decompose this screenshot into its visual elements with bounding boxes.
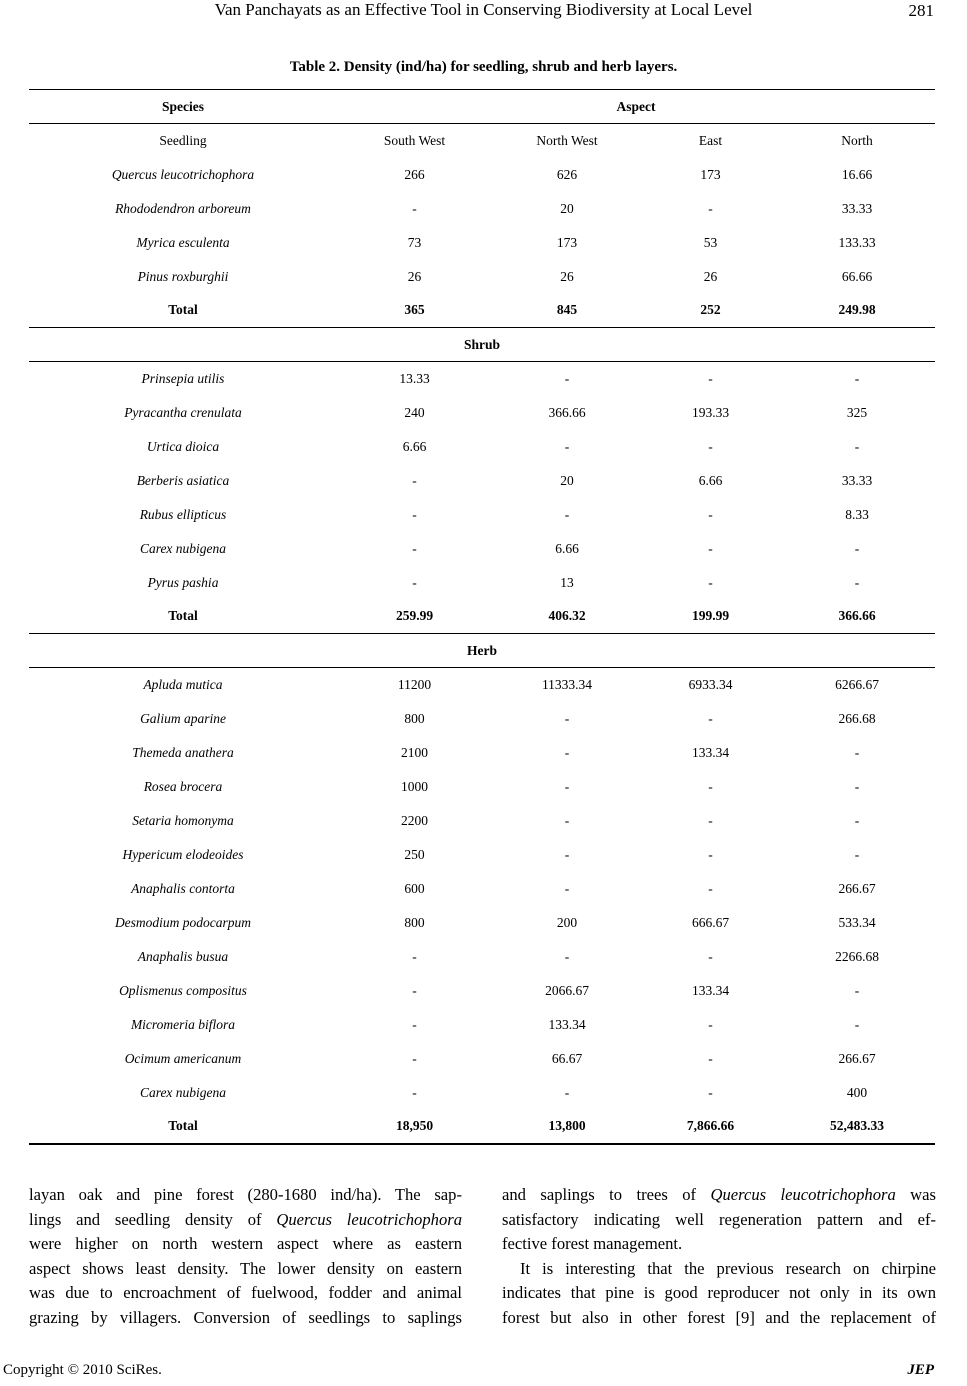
density-value: 626 — [556, 166, 578, 182]
density-value: 6266.67 — [835, 676, 879, 692]
density-value: 1000 — [401, 778, 428, 794]
table-row — [29, 396, 935, 430]
species-italic: Quercus leucotrichophora — [710, 1185, 896, 1204]
density-value: - — [564, 1084, 570, 1100]
species-name: Apluda mutica — [143, 676, 223, 692]
table-row — [29, 464, 935, 498]
table-row — [29, 804, 935, 838]
paragraph — [29, 1183, 462, 1331]
density-value: 33.33 — [841, 200, 873, 216]
density-value: 173 — [556, 234, 578, 250]
text-line — [29, 1208, 462, 1233]
total-row — [29, 1110, 935, 1144]
density-value: - — [564, 846, 570, 862]
density-value: 6.66 — [402, 438, 427, 454]
total-value: 52,483.33 — [779, 1110, 935, 1144]
total-label: Total — [29, 600, 337, 634]
density-value: 13.33 — [399, 370, 430, 386]
table-row — [29, 498, 935, 532]
text-line: It is interesting that the previous research on chirpine — [520, 1258, 936, 1278]
species-name: Setaria homonyma — [132, 812, 234, 828]
density-value: - — [564, 948, 570, 964]
density-value: 11333.34 — [541, 676, 593, 692]
density-value: 325 — [846, 404, 868, 420]
density-value: 2266.68 — [835, 948, 879, 964]
text-line: indicates that pine is good reproducer not only in its own — [502, 1283, 936, 1303]
density-value: - — [412, 472, 417, 488]
total-value: 252 — [642, 294, 779, 328]
density-value: - — [708, 880, 713, 896]
total-value: 845 — [492, 294, 642, 328]
density-value: 26 — [560, 268, 574, 284]
section-row — [29, 634, 935, 668]
total-label: Total — [29, 1110, 337, 1144]
density-value: 20 — [560, 200, 574, 216]
density-value: - — [854, 744, 860, 760]
body-column-left — [29, 1183, 462, 1331]
density-value: 200 — [556, 914, 578, 930]
paragraph — [502, 1257, 936, 1331]
table-header-row — [29, 90, 935, 124]
species-name: Quercus leucotrichophora — [111, 166, 255, 182]
text-line: fective forest management. — [502, 1234, 683, 1254]
species-name: Hypericum elodeoides — [122, 846, 244, 862]
text-line: satisfactory indicating well regeneration pattern and ef- — [502, 1209, 936, 1229]
total-value: 7,866.66 — [642, 1110, 779, 1144]
text-line: was due to encroachment of fuelwood, fodder and animal — [29, 1283, 462, 1303]
table-row — [29, 940, 935, 974]
species-name: Pyracantha crenulata — [124, 404, 242, 420]
text-line: were higher on north western aspect where as eastern — [29, 1234, 462, 1254]
species-name: Rubus ellipticus — [139, 506, 227, 522]
page-number: 281 — [908, 1, 934, 20]
table-row — [29, 1008, 935, 1042]
density-value: - — [854, 1016, 860, 1032]
density-value: - — [854, 812, 860, 828]
species-name: Carex nubigena — [139, 1084, 227, 1100]
density-value: - — [708, 506, 713, 522]
text-run: lings and seedling density of — [29, 1209, 277, 1229]
species-name: Carex nubigena — [139, 540, 227, 556]
table-row — [29, 430, 935, 464]
total-value: 249.98 — [779, 294, 935, 328]
table-row — [29, 260, 935, 294]
species-name: Myrica esculenta — [136, 234, 230, 250]
total-row — [29, 600, 935, 634]
density-value: - — [708, 370, 713, 386]
density-value: - — [564, 710, 570, 726]
species-name: Berberis asiatica — [136, 472, 230, 488]
density-value: - — [412, 574, 417, 590]
density-value: 133.34 — [691, 744, 730, 760]
density-value: - — [708, 1050, 713, 1066]
density-value: - — [564, 778, 570, 794]
density-value: 266.67 — [838, 880, 876, 896]
total-value: 365 — [337, 294, 492, 328]
density-value: - — [854, 846, 860, 862]
table-row — [29, 702, 935, 736]
density-value: 6933.34 — [688, 676, 733, 692]
density-value: - — [412, 200, 417, 216]
total-label: Total — [29, 294, 337, 328]
species-name: Rhododendron arboreum — [115, 200, 251, 216]
density-value: - — [708, 438, 713, 454]
density-value: 20 — [560, 472, 574, 488]
density-value: 173 — [700, 166, 721, 182]
total-value: 13,800 — [492, 1110, 642, 1144]
density-value: - — [708, 846, 713, 862]
density-value: - — [854, 778, 860, 794]
density-value: 666.67 — [691, 914, 730, 930]
density-value: - — [412, 1016, 417, 1032]
density-value: - — [412, 1050, 417, 1066]
density-value: 800 — [404, 914, 425, 930]
species-name: Prinsepia utilis — [141, 370, 225, 386]
section-label: Herb — [29, 634, 935, 668]
density-value: - — [412, 1084, 417, 1100]
table-row — [29, 872, 935, 906]
density-value: 133.34 — [691, 982, 730, 998]
aspect-header: South West — [383, 132, 446, 148]
density-value: - — [854, 370, 860, 386]
density-value: - — [708, 1016, 713, 1032]
aspect-header: North — [841, 132, 873, 148]
density-value: - — [564, 506, 570, 522]
density-value: - — [412, 948, 417, 964]
density-value: - — [564, 438, 570, 454]
table-row — [29, 1076, 935, 1110]
aspect-header: North West — [536, 132, 598, 148]
species-name: Anaphalis contorta — [131, 880, 235, 896]
density-value: 800 — [404, 710, 425, 726]
density-value: 66.66 — [841, 268, 873, 284]
text-line: grazing by villagers. Conversion of seedlings to saplings — [29, 1307, 462, 1327]
density-value: 26 — [407, 268, 422, 284]
text-line: layan oak and pine forest (280-1680 ind/ha). The sap- — [29, 1185, 462, 1204]
species-name: Micromeria biflora — [130, 1016, 236, 1032]
density-value: - — [412, 982, 417, 998]
paragraph — [502, 1183, 936, 1257]
density-value: 6.66 — [698, 472, 723, 488]
species-name: Ocimum americanum — [124, 1050, 242, 1066]
density-value: 250 — [404, 846, 425, 862]
species-name: Urtica dioica — [146, 438, 220, 454]
section-label: Shrub — [29, 328, 935, 362]
density-value: 2200 — [401, 812, 428, 828]
density-value: 266.67 — [838, 1050, 876, 1066]
density-value: - — [708, 948, 713, 964]
density-value: - — [564, 744, 570, 760]
species-name: Pyrus pashia — [147, 574, 219, 590]
table-row — [29, 770, 935, 804]
density-table — [29, 89, 935, 1145]
table-row — [29, 906, 935, 940]
density-value: - — [708, 540, 713, 556]
density-value: - — [412, 540, 417, 556]
density-value: 266.68 — [838, 710, 876, 726]
column-header-species: Species — [29, 90, 337, 124]
density-value: - — [854, 574, 860, 590]
density-value: - — [564, 880, 570, 896]
table-body — [29, 124, 935, 1144]
density-value: 400 — [846, 1084, 868, 1100]
density-value: 16.66 — [841, 166, 873, 182]
density-value: 6.66 — [555, 540, 579, 556]
table-row — [29, 192, 935, 226]
density-value: - — [412, 506, 417, 522]
density-value: - — [708, 710, 713, 726]
density-value: 600 — [404, 880, 425, 896]
density-value: - — [708, 200, 713, 216]
density-value: 133.34 — [548, 1016, 586, 1032]
species-name: Pinus roxburghii — [137, 268, 229, 284]
species-name: Desmodium podocarpum — [114, 914, 252, 930]
density-value: - — [854, 540, 860, 556]
column-header-aspect: Aspect — [337, 90, 935, 124]
species-name: Oplismenus compositus — [119, 982, 247, 998]
table-row — [29, 838, 935, 872]
table-row — [29, 1042, 935, 1076]
table-row — [29, 158, 935, 192]
density-value: 366.66 — [548, 404, 586, 420]
total-value: 259.99 — [337, 600, 492, 634]
density-value: 53 — [703, 234, 718, 250]
density-value: 73 — [407, 234, 422, 250]
density-value: - — [854, 438, 860, 454]
density-value: 13 — [560, 574, 574, 590]
running-header — [0, 0, 967, 24]
table-row — [29, 226, 935, 260]
species-italic: Quercus leucotrichophora — [276, 1209, 462, 1229]
aspect-header-row — [29, 124, 935, 158]
table-row — [29, 736, 935, 770]
density-value: - — [708, 574, 713, 590]
journal-abbrev: JEP — [907, 1362, 934, 1378]
section-label-seedling: Seedling — [159, 132, 207, 148]
species-name: Themeda anathera — [132, 744, 234, 760]
total-value: 366.66 — [779, 600, 935, 634]
total-row — [29, 294, 935, 328]
text-line: aspect shows least density. The lower density on eastern — [29, 1258, 462, 1278]
table-row — [29, 532, 935, 566]
density-value: 533.34 — [838, 914, 876, 930]
table-row — [29, 362, 935, 396]
text-line — [502, 1183, 936, 1208]
table-row — [29, 974, 935, 1008]
density-value: - — [708, 812, 713, 828]
density-value: - — [564, 812, 570, 828]
density-value: - — [708, 1084, 713, 1100]
total-value: 18,950 — [337, 1110, 492, 1144]
density-value: 11200 — [397, 676, 432, 692]
total-value: 199.99 — [642, 600, 779, 634]
density-value: - — [854, 982, 860, 998]
table-row — [29, 566, 935, 600]
body-column-right — [502, 1183, 936, 1331]
section-row — [29, 328, 935, 362]
aspect-header: East — [698, 132, 723, 148]
copyright-notice: Copyright © 2010 SciRes. — [3, 1362, 162, 1378]
table-caption: Table 2. Density (ind/ha) for seedling, shrub and herb layers. — [289, 59, 678, 75]
density-value: 8.33 — [845, 506, 869, 522]
species-name: Galium aparine — [140, 710, 226, 726]
density-value: 33.33 — [841, 472, 873, 488]
density-value: 2100 — [401, 744, 428, 760]
density-value: 193.33 — [691, 404, 730, 420]
density-value: 266 — [404, 166, 425, 182]
species-name: Anaphalis busua — [137, 948, 229, 964]
total-value: 406.32 — [492, 600, 642, 634]
density-value: 2066.67 — [545, 982, 589, 998]
running-title: Van Panchayats as an Effective Tool in Conserving Biodiversity at Local Level — [214, 0, 753, 19]
density-value: - — [564, 370, 570, 386]
density-value: 240 — [404, 404, 425, 420]
density-value: 133.33 — [838, 234, 876, 250]
species-name: Rosea brocera — [143, 778, 223, 794]
density-value: 66.67 — [551, 1050, 583, 1066]
table-row — [29, 668, 935, 702]
density-value: - — [708, 778, 713, 794]
text-run: was — [895, 1185, 936, 1204]
text-line: forest but also in other forest [9] and the replacement of — [502, 1307, 936, 1327]
density-value: 26 — [703, 268, 718, 284]
text-run: and saplings to trees of — [502, 1185, 711, 1204]
